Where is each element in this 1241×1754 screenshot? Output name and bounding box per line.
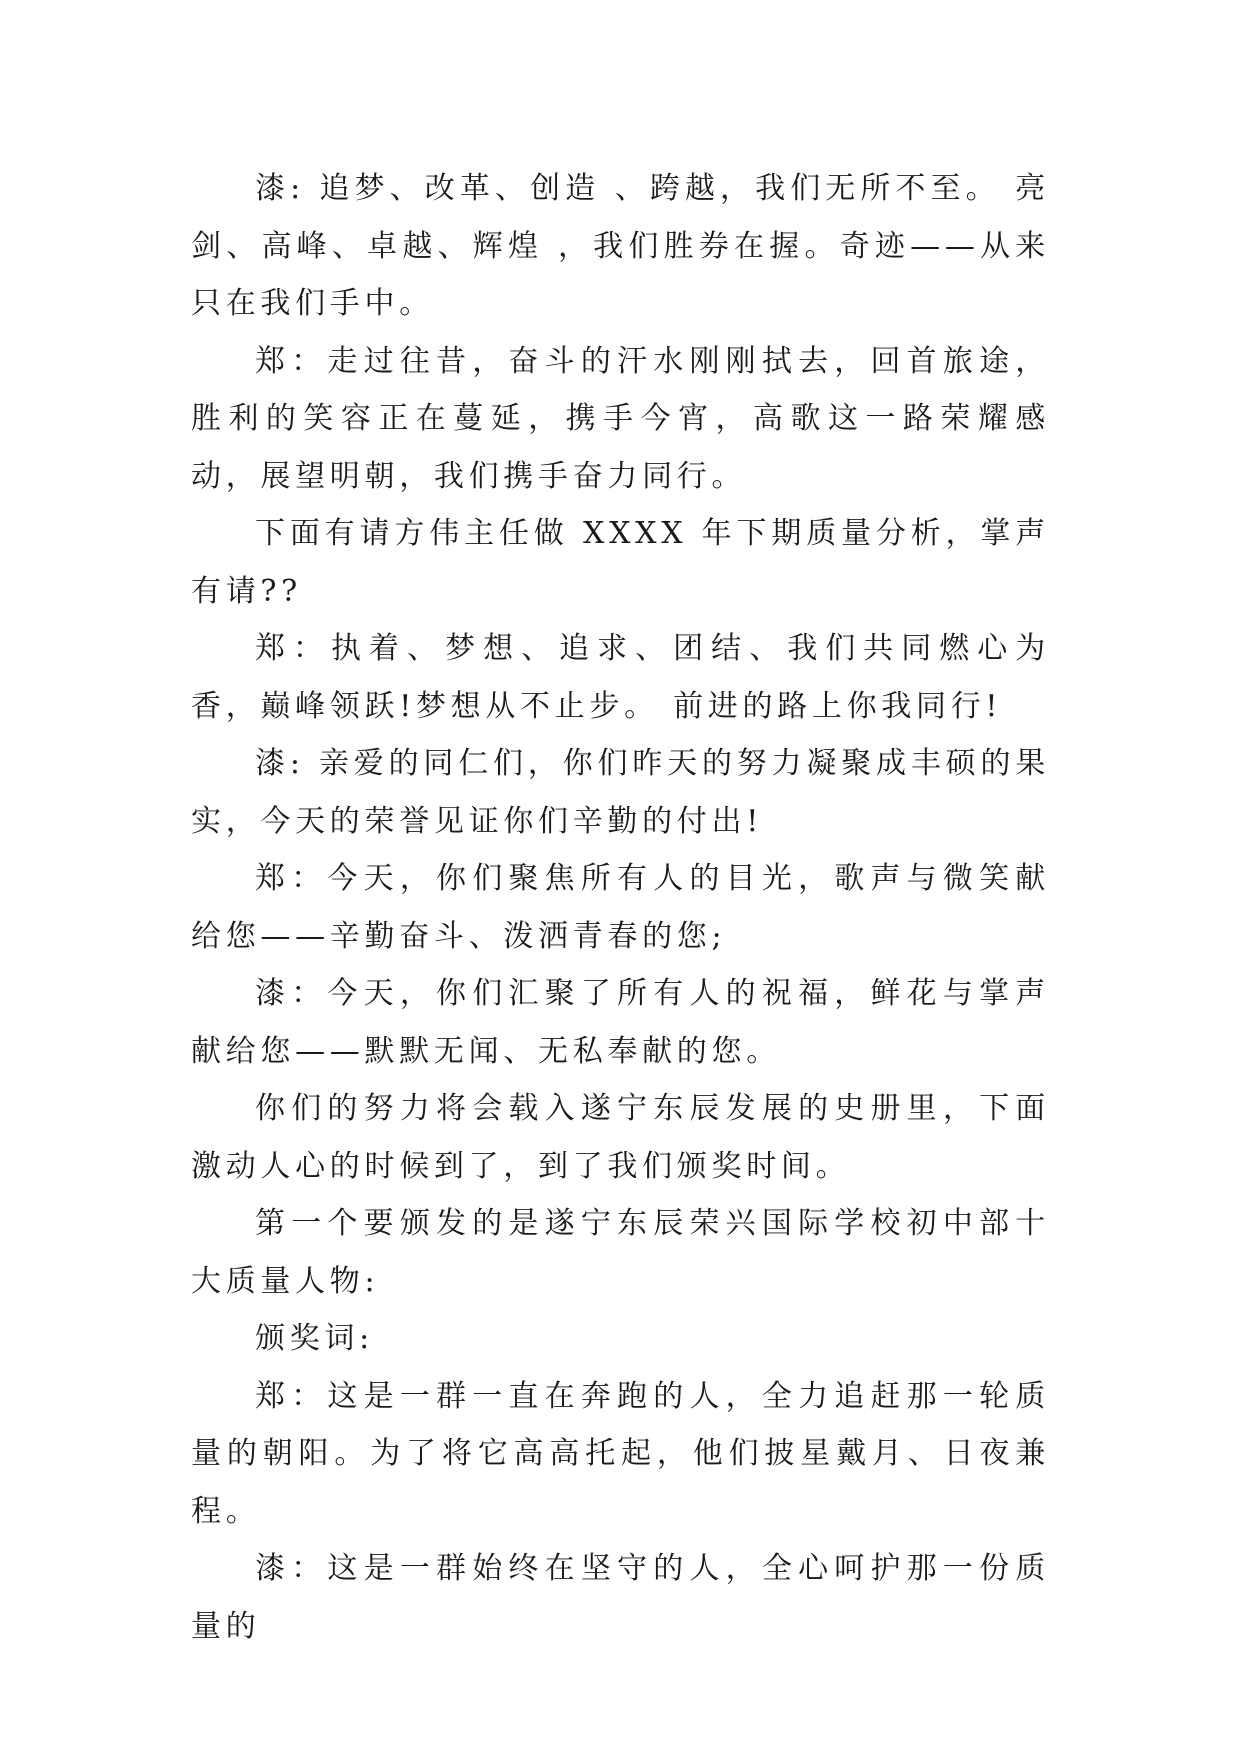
- paragraph: 郑：执着、梦想、追求、团结、我们共同燃心为香，巅峰领跃!梦想从不止步。 前进的路上你我同行!: [191, 631, 1050, 724]
- paragraph: 漆：这是一群始终在坚守的人，全心呵护那一份质量的: [191, 1551, 1050, 1644]
- paragraph: 漆：今天，你们汇聚了所有人的祝福，鲜花与掌声献给您——默默无闻、无私奉献的您。: [191, 976, 1050, 1069]
- paragraph: 漆: 亲爱的同仁们，你们昨天的努力凝聚成丰硕的果实，今天的荣誉见证你们辛勤的付出!: [191, 746, 1050, 839]
- paragraph: 你们的努力将会载入遂宁东辰发展的史册里，下面激动人心的时候到了，到了我们颁奖时间。: [191, 1091, 1050, 1184]
- paragraph: 郑：今天，你们聚焦所有人的目光，歌声与微笑献给您——辛勤奋斗、泼洒青春的您;: [191, 861, 1050, 954]
- document-body: [191, 160, 1050, 1655]
- paragraph: 第一个要颁发的是遂宁东辰荣兴国际学校初中部十大质量人物:: [191, 1206, 1050, 1299]
- paragraph: 郑：这是一群一直在奔跑的人，全力追赶那一轮质量的朝阳。为了将它高高托起，他们披星戴月、日夜兼程。: [191, 1378, 1050, 1529]
- paragraph: 漆: 追梦、改革、创造 、跨越，我们无所不至。 亮剑、高峰、卓越、辉煌 ，我们胜券在握。奇迹——从来只在我们手中。: [191, 171, 1050, 321]
- paragraph: 郑：走过往昔，奋斗的汗水刚刚拭去，回首旅途，胜利的笑容正在蔓延，携手今宵，高歌这一路荣耀感动，展望明朝，我们携手奋力同行。: [191, 343, 1050, 494]
- paragraph: 下面有请方伟主任做 XXXX 年下期质量分析，掌声有请??: [191, 516, 1050, 609]
- paragraph: 颁奖词:: [255, 1321, 374, 1356]
